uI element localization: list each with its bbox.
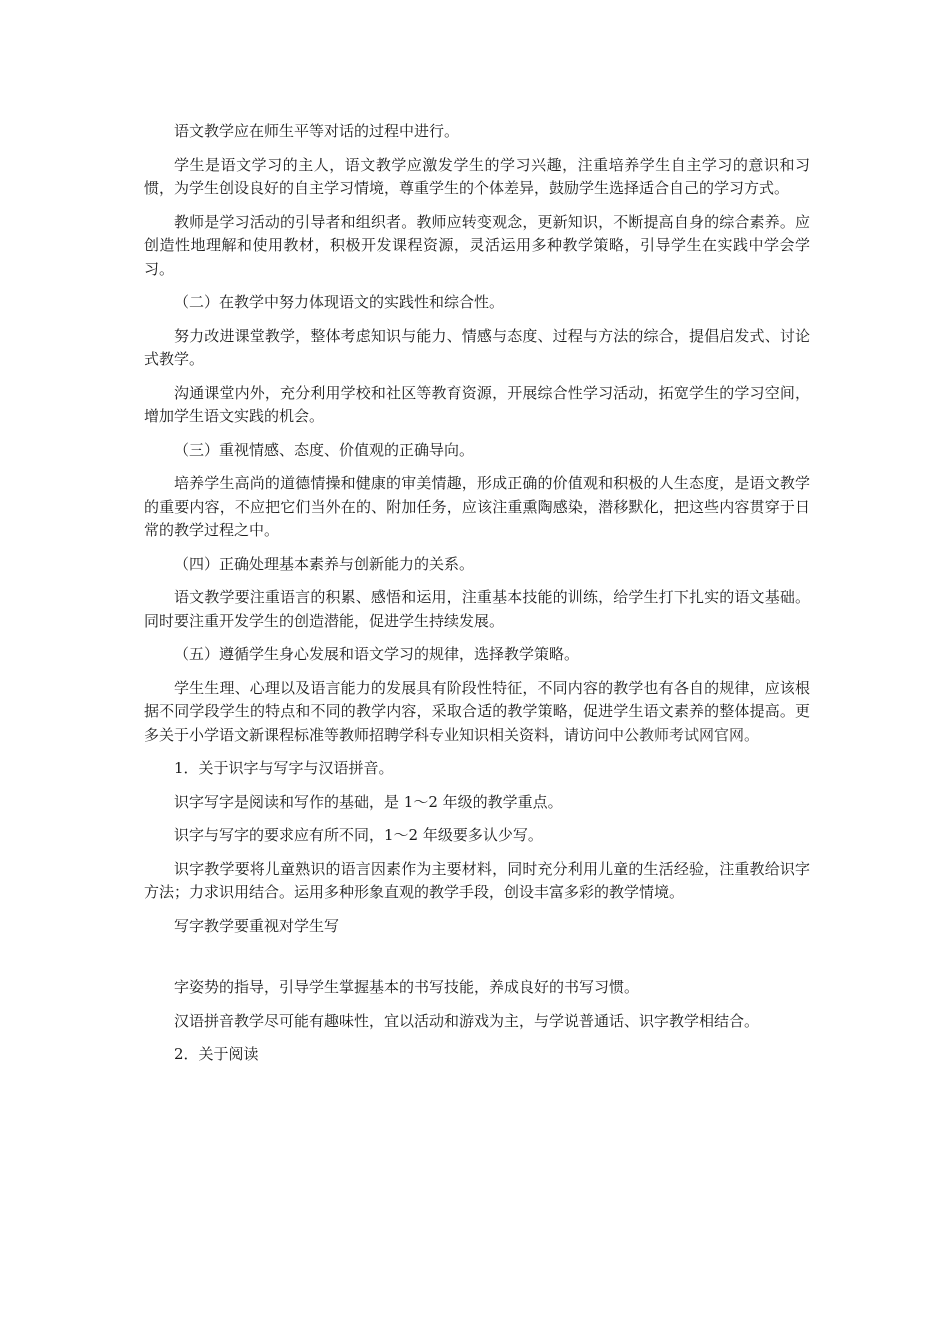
website-link[interactable]: 教师考试网官网。 [639,725,760,744]
paragraph: 教师是学习活动的引导者和组织者。教师应转变观念，更新知识，不断提高自身的综合素养。应创造性地理解和使用教材，积极开发课程资源，灵活运用多种教学策略，引导学生在实践中学会学习。 [144,212,810,278]
section-heading: （五）遵循学生身心发展和语文学习的规律，选择教学策略。 [174,645,580,663]
paragraph-text: 学生生理、心理以及语言能力的发展具有阶段性特征，不同内容的教学也有各自的规律，应该根据不同学段学生的特点和不同的教学内容，采取合适的教学策略，促进学生语文素养的整体提高。更多关于小学语文新课程标准等教师招聘学科专业知识相关资料，请访问中公 [144,678,810,744]
paragraph: 识字写字是阅读和写作的基础，是 1～2 年级的教学重点。 [174,792,563,811]
section-heading: （二）在教学中努力体现语文的实践性和综合性。 [174,293,505,311]
paragraph: 识字教学要将儿童熟识的语言因素作为主要材料，同时充分利用儿童的生活经验，注重教给识字方法；力求识用结合。运用多种形象直观的教学手段，创设丰富多彩的教学情境。 [144,859,810,901]
paragraph: 汉语拼音教学尽可能有趣味性，宜以活动和游戏为主，与学说普通话、识字教学相结合。 [174,1011,760,1030]
paragraph: 语文教学要注重语言的积累、感悟和运用，注重基本技能的训练，给学生打下扎实的语文基础。同时要注重开发学生的创造潜能，促进学生持续发展。 [144,588,810,630]
paragraph: 努力改进课堂教学，整体考虑知识与能力、情感与态度、过程与方法的综合，提倡启发式、讨论式教学。 [144,326,810,368]
paragraph: 学生是语文学习的主人，语文教学应激发学生的学习兴趣，注重培养学生自主学习的意识和习惯，为学生创设良好的自主学习情境，尊重学生的个体差异，鼓励学生选择适合自己的学习方式。 [144,155,810,197]
section-heading: 1．关于识字与写字与汉语拼音。 [174,759,394,777]
paragraph: 语文教学应在师生平等对话的过程中进行。 [174,122,460,140]
paragraph: 字姿势的指导，引导学生掌握基本的书写技能，养成良好的书写习惯。 [174,978,640,996]
paragraph: 识字与写字的要求应有所不同，1～2 年级要多认少写。 [174,826,543,844]
section-heading: （三）重视情感、态度、价值观的正确导向。 [174,440,475,459]
paragraph: 培养学生高尚的道德情操和健康的审美情趣，形成正确的价值观和积极的人生态度，是语文教学的重要内容，不应把它们当外在的、附加任务，应该注重熏陶感染，潜移默化，把这些内容贯穿于日常的教学过程之中。 [144,474,810,539]
paragraph [144,677,810,748]
document-body [144,120,810,1067]
section-heading: 2．关于阅读 [174,1045,259,1063]
paragraph: 写字教学要重视对学生写 [174,916,340,935]
section-heading: （四）正确处理基本素养与创新能力的关系。 [174,554,475,573]
paragraph: 沟通课堂内外，充分利用学校和社区等教育资源，开展综合性学习活动，拓宽学生的学习空间，增加学生语文实践的机会。 [144,383,810,425]
